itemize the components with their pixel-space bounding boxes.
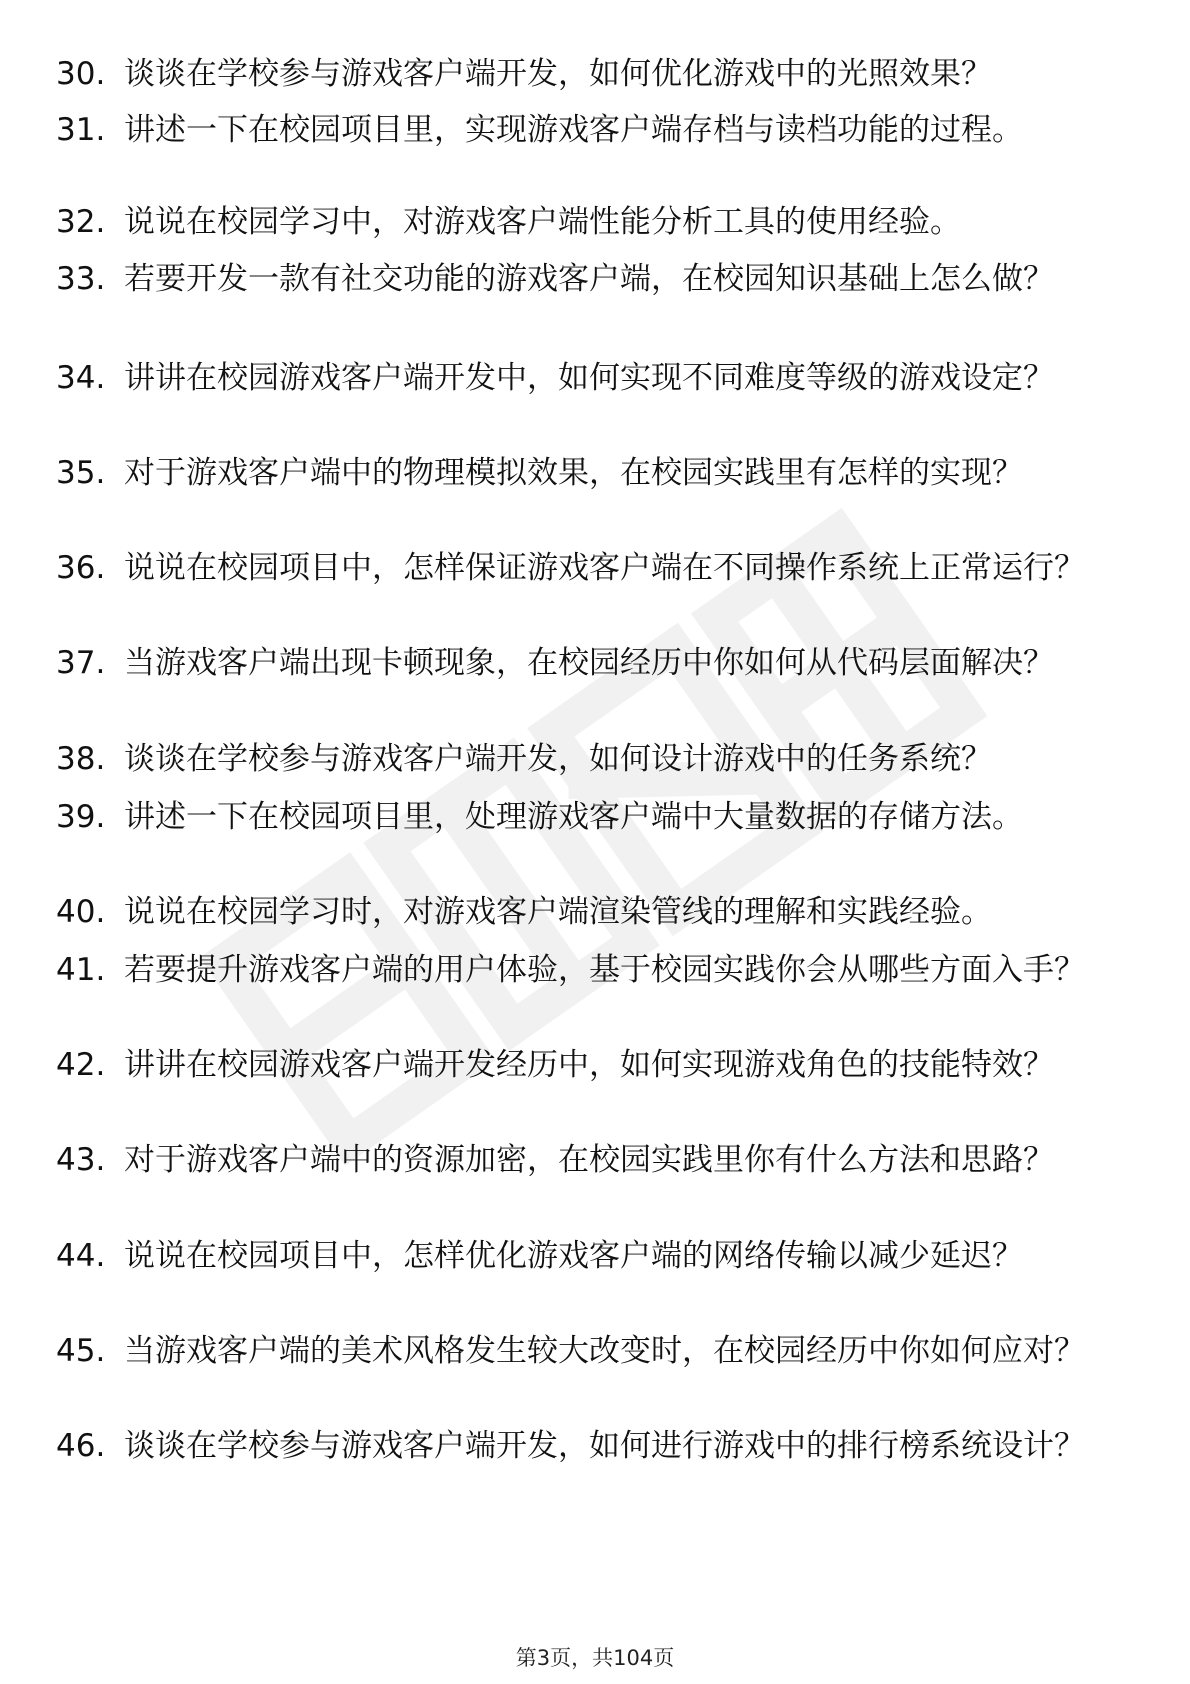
page-number: 第3页，共104页 bbox=[515, 1646, 675, 1670]
list-item bbox=[56, 52, 1136, 96]
list-item bbox=[56, 737, 1136, 781]
question-number: 38. bbox=[56, 741, 106, 777]
question-number: 35. bbox=[56, 455, 106, 491]
question-number: 31. bbox=[56, 112, 106, 148]
question-number: 40. bbox=[56, 894, 106, 930]
question-text: 当游戏客户端出现卡顿现象，在校园经历中你如何从代码层面解决？ bbox=[124, 645, 1054, 681]
question-text: 讲讲在校园游戏客户端开发经历中，如何实现游戏角色的技能特效？ bbox=[124, 1047, 1054, 1083]
list-item bbox=[56, 641, 1136, 685]
list-item bbox=[56, 451, 1136, 495]
question-number: 34. bbox=[56, 360, 106, 396]
question-number: 41. bbox=[56, 952, 106, 988]
list-item bbox=[56, 948, 1136, 992]
question-number: 36. bbox=[56, 550, 106, 586]
question-text: 讲述一下在校园项目里，实现游戏客户端存档与读档功能的过程。 bbox=[124, 112, 1023, 148]
question-text: 对于游戏客户端中的物理模拟效果，在校园实践里有怎样的实现？ bbox=[124, 455, 1023, 491]
question-text: 若要提升游戏客户端的用户体验，基于校园实践你会从哪些方面入手？ bbox=[124, 952, 1085, 988]
question-text: 谈谈在学校参与游戏客户端开发，如何进行游戏中的排行榜系统设计？ bbox=[124, 1428, 1085, 1464]
question-text: 讲述一下在校园项目里，处理游戏客户端中大量数据的存储方法。 bbox=[124, 799, 1023, 835]
list-item bbox=[56, 1138, 1136, 1182]
list-item bbox=[56, 795, 1136, 839]
question-text: 讲讲在校园游戏客户端开发中，如何实现不同难度等级的游戏设定？ bbox=[124, 360, 1054, 396]
question-number: 33. bbox=[56, 261, 106, 297]
question-text: 当游戏客户端的美术风格发生较大改变时，在校园经历中你如何应对？ bbox=[124, 1333, 1085, 1369]
list-item bbox=[56, 200, 1136, 244]
question-text: 对于游戏客户端中的资源加密，在校园实践里你有什么方法和思路？ bbox=[124, 1142, 1054, 1178]
list-item bbox=[56, 1234, 1136, 1278]
question-number: 39. bbox=[56, 799, 106, 835]
list-item bbox=[56, 890, 1136, 934]
question-number: 42. bbox=[56, 1047, 106, 1083]
question-number: 37. bbox=[56, 645, 106, 681]
list-item bbox=[56, 1043, 1136, 1087]
question-text: 谈谈在学校参与游戏客户端开发，如何优化游戏中的光照效果？ bbox=[124, 56, 992, 92]
question-text: 谈谈在学校参与游戏客户端开发，如何设计游戏中的任务系统？ bbox=[124, 741, 992, 777]
question-number: 45. bbox=[56, 1333, 106, 1369]
question-number: 46. bbox=[56, 1428, 106, 1464]
question-text: 说说在校园学习时，对游戏客户端渲染管线的理解和实践经验。 bbox=[124, 894, 992, 930]
list-item bbox=[56, 546, 1136, 590]
list-item bbox=[56, 1424, 1136, 1468]
question-number: 30. bbox=[56, 56, 106, 92]
list-item bbox=[56, 356, 1136, 400]
question-text: 说说在校园项目中，怎样保证游戏客户端在不同操作系统上正常运行？ bbox=[124, 550, 1085, 586]
list-item bbox=[56, 257, 1136, 301]
question-number: 32. bbox=[56, 204, 106, 240]
list-item bbox=[56, 1329, 1136, 1373]
question-number: 44. bbox=[56, 1238, 106, 1274]
question-text: 说说在校园项目中，怎样优化游戏客户端的网络传输以减少延迟？ bbox=[124, 1238, 1023, 1274]
question-text: 说说在校园学习中，对游戏客户端性能分析工具的使用经验。 bbox=[124, 204, 961, 240]
question-text: 若要开发一款有社交功能的游戏客户端，在校园知识基础上怎么做？ bbox=[124, 261, 1054, 297]
list-item bbox=[56, 108, 1136, 152]
question-number: 43. bbox=[56, 1142, 106, 1178]
